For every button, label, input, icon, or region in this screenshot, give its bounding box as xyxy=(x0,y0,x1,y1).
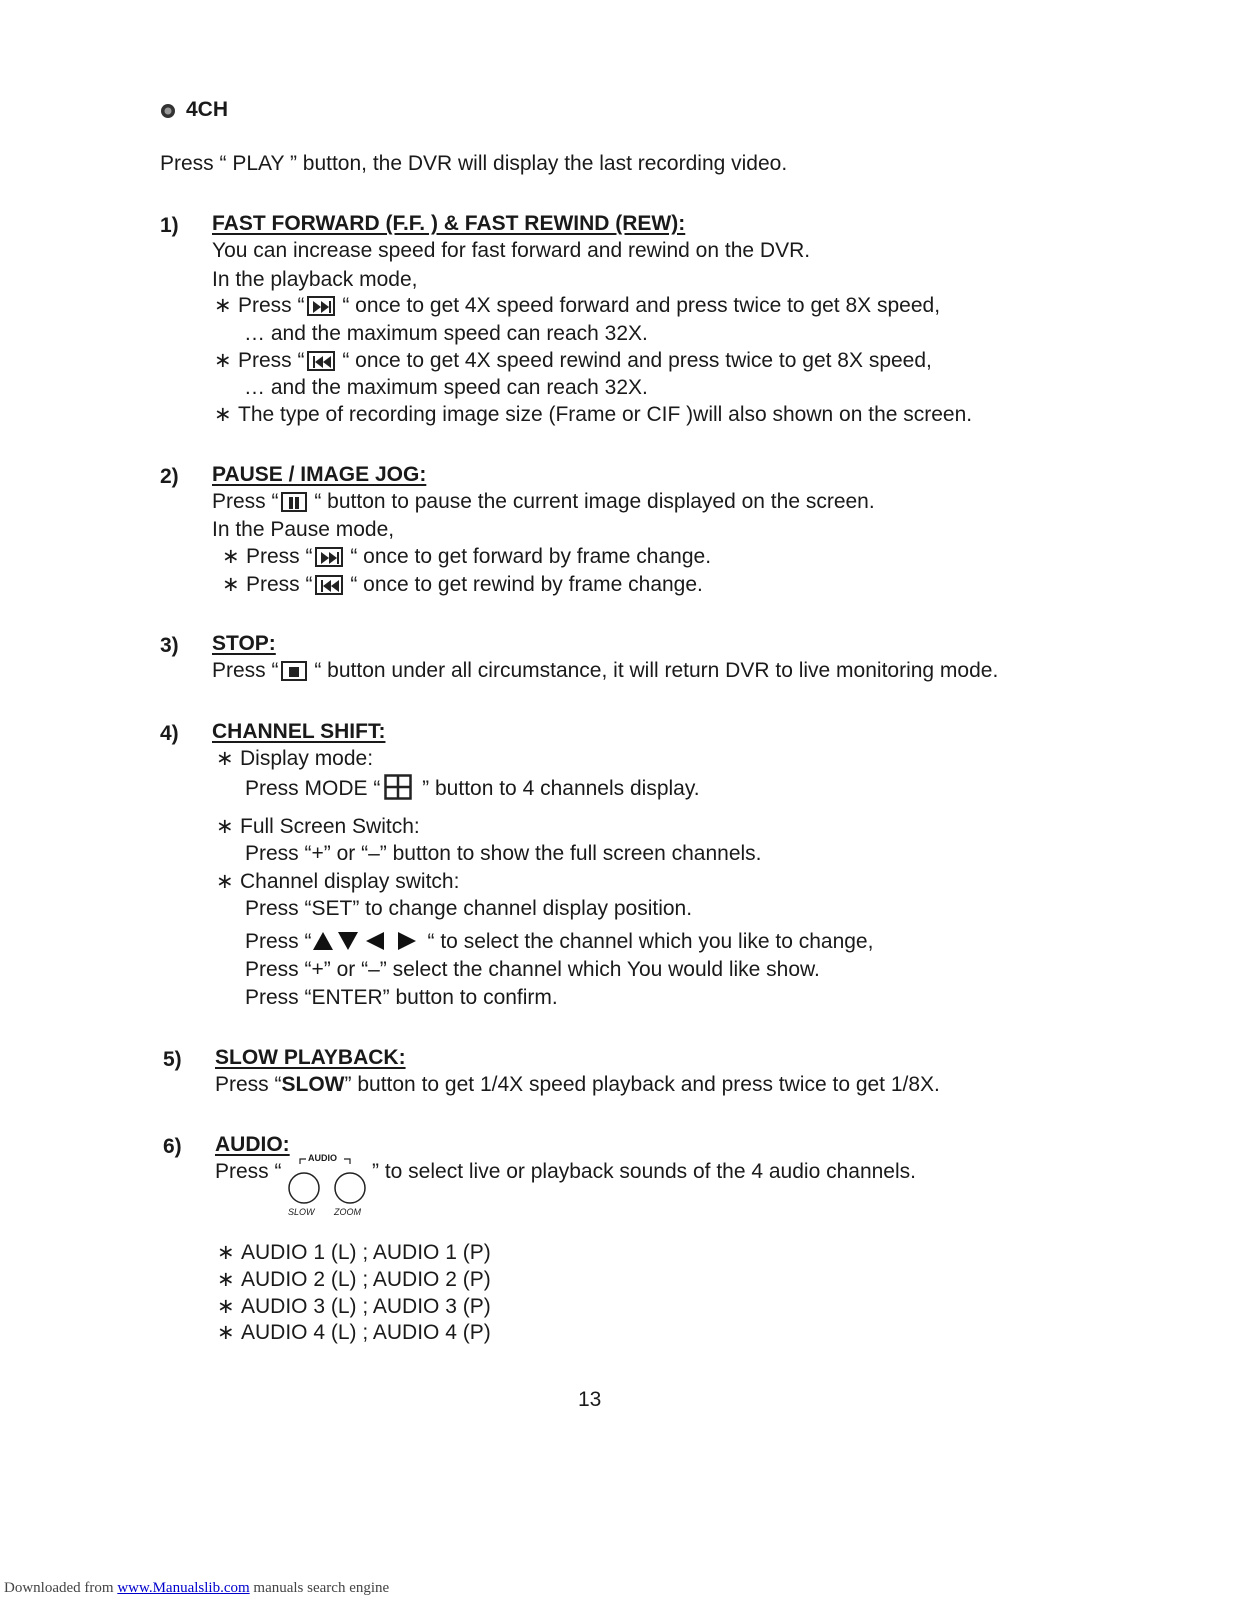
bullet-star: ∗ xyxy=(217,1268,235,1291)
intro-text: Press “ PLAY ” button, the DVR will display the last recording video. xyxy=(160,152,788,175)
footer xyxy=(4,1580,389,1597)
section-1-line-1: You can increase speed for fast forward and rewind on the DVR. xyxy=(212,239,811,262)
section-4-bullet-3: ∗ Channel display switch: xyxy=(216,870,460,893)
section-1-bullet-3: ∗ The type of recording image size (Frame or CIF )will also shown on the screen. xyxy=(214,403,973,426)
section-6-line-pre: Press “ xyxy=(215,1160,282,1183)
section-5-line: Press “SLOW” button to get 1/4X speed playback and press twice to get 1/8X. xyxy=(215,1073,940,1096)
bullet-star: ∗ xyxy=(216,870,234,893)
audio-buttons-icon xyxy=(284,1152,372,1220)
section-6-number: 6) xyxy=(163,1135,182,1158)
section-1-title: FAST FORWARD (F.F. ) & FAST REWIND (REW): xyxy=(212,212,686,235)
fast-rewind-icon xyxy=(315,575,343,595)
bullet-star: ∗ xyxy=(216,815,234,838)
stop-icon xyxy=(281,661,307,681)
section-4-bullet-1-line: Press MODE “ ” button to 4 channels display. xyxy=(245,774,700,806)
section-3-line: Press “ “ button under all circumstance, it will return DVR to live monitoring mode. xyxy=(212,659,999,682)
bullet-star: ∗ xyxy=(217,1295,235,1318)
section-1-bullet-2-cont: … and the maximum speed can reach 32X. xyxy=(244,376,648,399)
bullet-star: ∗ xyxy=(222,573,240,596)
section-4-bullet-3-line-3: Press “+” or “–” select the channel which You would like show. xyxy=(245,958,820,981)
arrow-keys-icon xyxy=(312,931,428,957)
bullet-star: ∗ xyxy=(214,349,232,372)
audio-item-4: ∗ AUDIO 4 (L) ; AUDIO 4 (P) xyxy=(217,1321,491,1344)
pause-icon xyxy=(281,492,307,512)
section-2-title: PAUSE / IMAGE JOG: xyxy=(212,463,427,486)
manualslib-link[interactable]: www.Manualslib.com xyxy=(117,1580,250,1596)
section-3-number: 3) xyxy=(160,634,179,657)
bullet-star: ∗ xyxy=(216,747,234,770)
section-4-bullet-2-line: Press “+” or “–” button to show the full screen channels. xyxy=(245,842,762,865)
section-5-number: 5) xyxy=(163,1048,182,1071)
header-bullet-icon xyxy=(160,103,176,124)
section-6-line-post: ” to select live or playback sounds of the 4 audio channels. xyxy=(372,1160,916,1183)
bullet-star: ∗ xyxy=(222,545,240,568)
section-4-bullet-1: ∗ Display mode: xyxy=(216,747,374,770)
page-title: 4CH xyxy=(186,98,229,121)
section-2-line-1: Press “ “ button to pause the current image displayed on the screen. xyxy=(212,490,875,513)
section-4-title: CHANNEL SHIFT: xyxy=(212,720,386,743)
audio-item-2: ∗ AUDIO 2 (L) ; AUDIO 2 (P) xyxy=(217,1268,491,1291)
section-4-bullet-3-line-4: Press “ENTER” button to confirm. xyxy=(245,986,558,1009)
audio-item-3: ∗ AUDIO 3 (L) ; AUDIO 3 (P) xyxy=(217,1295,491,1318)
section-1-line-2: In the playback mode, xyxy=(212,268,418,291)
bullet-star: ∗ xyxy=(217,1321,235,1344)
section-5-title: SLOW PLAYBACK: xyxy=(215,1046,406,1069)
section-4-bullet-3-line-2: Press “ “ to select the channel which you like to change, xyxy=(245,930,873,957)
section-4-number: 4) xyxy=(160,722,179,745)
zoom-label: ZOOM xyxy=(334,1207,361,1217)
section-2-bullet-2: ∗ Press “ “ once to get rewind by frame change. xyxy=(222,573,703,596)
bullet-star: ∗ xyxy=(217,1241,235,1264)
fast-forward-icon xyxy=(307,296,335,316)
section-3-title: STOP: xyxy=(212,632,276,655)
section-1-bullet-1: ∗ Press “ “ once to get 4X speed forward and press twice to get 8X speed, xyxy=(214,294,941,317)
footer-prefix: Downloaded from xyxy=(4,1580,118,1596)
bullet-star: ∗ xyxy=(214,403,232,426)
fast-forward-icon xyxy=(315,547,343,567)
section-1-number: 1) xyxy=(160,214,179,237)
page-number: 13 xyxy=(578,1388,602,1411)
section-6-title: AUDIO: xyxy=(215,1133,290,1156)
section-4-bullet-2: ∗ Full Screen Switch: xyxy=(216,815,420,838)
section-4-bullet-3-line-1: Press “SET” to change channel display position. xyxy=(245,897,693,920)
section-1-bullet-2: ∗ Press “ “ once to get 4X speed rewind and press twice to get 8X speed, xyxy=(214,349,932,372)
audio-item-1: ∗ AUDIO 1 (L) ; AUDIO 1 (P) xyxy=(217,1241,491,1264)
quad-view-icon xyxy=(384,774,412,806)
section-1-bullet-1-cont: … and the maximum speed can reach 32X. xyxy=(244,322,648,345)
slow-label: SLOW xyxy=(288,1207,315,1217)
section-2-bullet-1: ∗ Press “ “ once to get forward by frame change. xyxy=(222,545,712,568)
section-2-number: 2) xyxy=(160,465,179,488)
footer-suffix: manuals search engine xyxy=(249,1580,390,1596)
section-2-line-2: In the Pause mode, xyxy=(212,518,395,541)
bullet-star: ∗ xyxy=(214,294,232,317)
fast-rewind-icon xyxy=(307,351,335,371)
audio-label: AUDIO xyxy=(308,1153,337,1163)
